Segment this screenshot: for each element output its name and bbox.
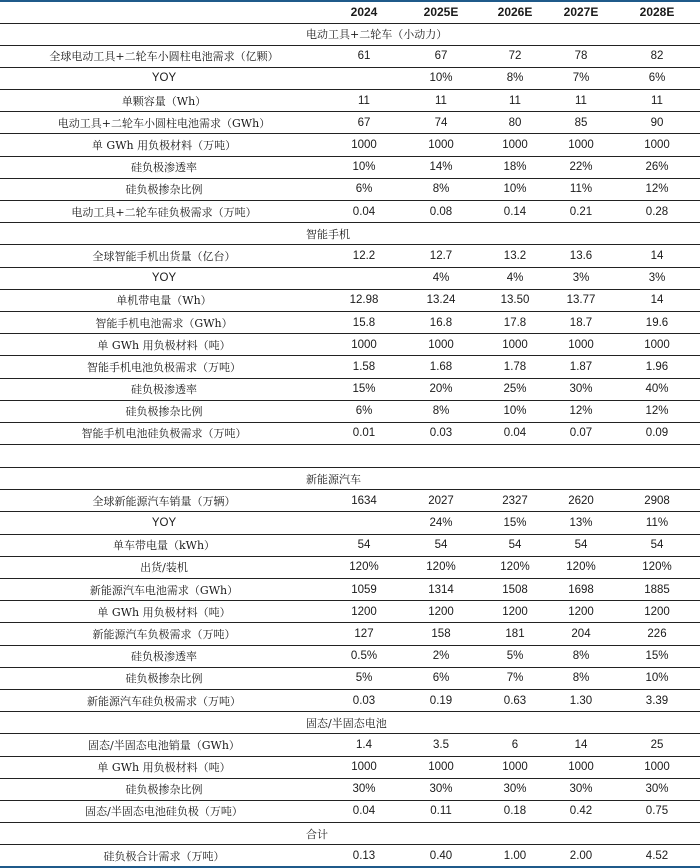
- value-cell: 30%: [352, 783, 376, 796]
- value-cell: 0.03: [429, 427, 453, 440]
- value-cell: 127: [354, 627, 374, 640]
- value-cell: 1000: [644, 338, 670, 351]
- value-cell: 0.07: [569, 427, 593, 440]
- value-cell: 5%: [355, 672, 373, 685]
- value-cell: 22%: [569, 161, 593, 174]
- spacer-cell: [0, 445, 700, 468]
- value-cell: 16.8: [429, 316, 453, 329]
- value-cell: 1059: [351, 583, 377, 596]
- table-row: [0, 734, 700, 756]
- value-cell: 7%: [572, 72, 590, 85]
- value-cell: 74: [434, 116, 448, 129]
- section-header-row: [0, 223, 700, 245]
- value-cell: 13.77: [566, 294, 596, 307]
- value-cell: 72: [508, 50, 522, 63]
- row-label: 硅负极渗透率: [131, 383, 197, 397]
- value-cell: 0.04: [503, 427, 527, 440]
- row-label: YOY: [151, 72, 177, 85]
- value-cell: 0.28: [645, 205, 669, 218]
- value-cell: 8%: [572, 672, 590, 685]
- row-label: 新能源汽车电池需求（GWh）: [89, 583, 239, 597]
- value-cell: 82: [650, 50, 664, 63]
- value-cell: 67: [434, 50, 448, 63]
- spacer-row: [0, 445, 700, 468]
- value-cell: 8%: [572, 650, 590, 663]
- table-row: [0, 178, 700, 200]
- value-cell: 13.6: [569, 249, 593, 262]
- value-cell: 158: [431, 627, 451, 640]
- value-cell: 14: [650, 249, 664, 262]
- row-label: 全球智能手机出货量（亿台）: [92, 249, 236, 263]
- value-cell: 7%: [506, 672, 524, 685]
- value-cell: 1.58: [352, 360, 376, 373]
- value-cell: 6%: [355, 183, 373, 196]
- table-row: [0, 311, 700, 333]
- row-label: 全球电动工具+二轮车小圆柱电池需求（亿颗）: [49, 50, 279, 64]
- table-row: [0, 778, 700, 800]
- value-cell: 0.04: [352, 205, 376, 218]
- row-label: YOY: [151, 517, 177, 530]
- row-label: 硅负极掺杂比例: [125, 672, 203, 686]
- value-cell: 30%: [569, 783, 593, 796]
- value-cell: 0.09: [645, 427, 669, 440]
- value-cell: 0.08: [429, 205, 453, 218]
- value-cell: 13.2: [503, 249, 527, 262]
- value-cell: 1000: [351, 139, 377, 152]
- value-cell: 13.50: [500, 294, 530, 307]
- value-cell: 85: [574, 116, 588, 129]
- table-row: [0, 601, 700, 623]
- row-label: 硅负极掺杂比例: [125, 783, 203, 797]
- row-label: 单 GWh 用负极材料（吨）: [97, 761, 231, 775]
- value-cell: 3%: [572, 272, 590, 285]
- value-cell: 12%: [645, 183, 669, 196]
- table-row: [0, 579, 700, 601]
- row-label: 智能手机电池需求（GWh）: [95, 316, 233, 330]
- value-cell: 3.5: [433, 738, 449, 751]
- table-row: [0, 400, 700, 422]
- section-title: 合计: [306, 827, 328, 841]
- value-cell: 0.18: [503, 805, 527, 818]
- header-2027e: 2027E: [563, 5, 599, 20]
- value-cell: 1000: [351, 761, 377, 774]
- value-cell: 1000: [644, 761, 670, 774]
- value-cell: 2327: [502, 494, 528, 507]
- value-cell: 226: [647, 627, 667, 640]
- value-cell: 11: [651, 94, 663, 107]
- row-label: 电动工具+二轮车小圆柱电池需求（GWh）: [57, 116, 271, 130]
- value-cell: 10%: [352, 161, 376, 174]
- table-row: [0, 667, 700, 689]
- table-row: [0, 156, 700, 178]
- value-cell: 3.39: [645, 694, 669, 707]
- value-cell: 6%: [648, 72, 666, 85]
- value-cell: 1508: [502, 583, 528, 596]
- value-cell: 1000: [568, 338, 594, 351]
- value-cell: 8%: [432, 405, 450, 418]
- value-cell: 0.5%: [350, 650, 378, 663]
- value-cell: 10%: [429, 72, 453, 85]
- value-cell: 1000: [428, 139, 454, 152]
- value-cell: 1000: [568, 139, 594, 152]
- value-cell: 15%: [352, 383, 376, 396]
- section-title: 固态/半固态电池: [306, 716, 387, 730]
- value-cell: 120%: [500, 561, 530, 574]
- table-row: [0, 490, 700, 512]
- value-cell: 11%: [569, 183, 593, 196]
- row-label: 新能源汽车负极需求（万吨）: [92, 627, 236, 641]
- value-cell: 19.6: [645, 316, 669, 329]
- value-cell: 1885: [644, 583, 670, 596]
- value-cell: 4.52: [645, 849, 669, 862]
- row-label: YOY: [151, 272, 177, 285]
- table-row: [0, 112, 700, 134]
- value-cell: 26%: [645, 161, 669, 174]
- value-cell: 6: [511, 738, 519, 751]
- table-body: [0, 23, 700, 867]
- header-2028e: 2028E: [639, 5, 675, 20]
- value-cell: 80: [508, 116, 522, 129]
- value-cell: 120%: [642, 561, 672, 574]
- row-label: 固态/半固态电池销量（GWh）: [88, 738, 240, 752]
- value-cell: 1.87: [569, 360, 593, 373]
- value-cell: 25%: [503, 383, 527, 396]
- value-cell: 4%: [432, 272, 450, 285]
- value-cell: 11: [358, 94, 370, 107]
- value-cell: 12.2: [352, 249, 376, 262]
- table-row: [0, 90, 700, 112]
- value-cell: 1200: [644, 605, 670, 618]
- value-cell: [328, 512, 400, 534]
- value-cell: 17.8: [503, 316, 527, 329]
- row-label: 出货/装机: [140, 561, 188, 575]
- row-label: 单机带电量（Wh）: [116, 294, 212, 308]
- table-row: [0, 356, 700, 378]
- row-label: 智能手机电池负极需求（万吨）: [87, 360, 241, 374]
- value-cell: 4%: [506, 272, 524, 285]
- value-cell: 0.75: [645, 805, 669, 818]
- row-label: 固态/半固态电池硅负极（万吨）: [85, 805, 243, 819]
- table-row: [0, 267, 700, 289]
- value-cell: 14: [650, 294, 664, 307]
- value-cell: 0.04: [352, 805, 376, 818]
- table-row: [0, 645, 700, 667]
- value-cell: 30%: [503, 783, 527, 796]
- table-row: [0, 67, 700, 89]
- row-label: 硅负极掺杂比例: [125, 183, 203, 197]
- value-cell: 1314: [428, 583, 454, 596]
- value-cell: 2%: [432, 650, 450, 663]
- value-cell: 0.21: [569, 205, 593, 218]
- value-cell: 6%: [355, 405, 373, 418]
- value-cell: 10%: [503, 183, 527, 196]
- value-cell: 18%: [503, 161, 527, 174]
- value-cell: 1200: [568, 605, 594, 618]
- value-cell: 1000: [644, 139, 670, 152]
- value-cell: 54: [650, 539, 664, 552]
- table-row: [0, 689, 700, 711]
- table-row: [0, 289, 700, 311]
- value-cell: 54: [574, 539, 588, 552]
- value-cell: 30%: [645, 783, 669, 796]
- section-header-row: [0, 712, 700, 734]
- value-cell: 0.63: [503, 694, 527, 707]
- value-cell: 61: [357, 50, 371, 63]
- table-row: [0, 245, 700, 267]
- value-cell: 1000: [428, 338, 454, 351]
- value-cell: 10%: [645, 672, 669, 685]
- value-cell: 1000: [428, 761, 454, 774]
- value-cell: 1.00: [503, 849, 527, 862]
- table-row: [0, 378, 700, 400]
- value-cell: 54: [434, 539, 448, 552]
- value-cell: 25: [650, 738, 664, 751]
- row-label: 单 GWh 用负极材料（万吨）: [91, 139, 237, 153]
- value-cell: 5%: [506, 650, 524, 663]
- value-cell: 1634: [351, 494, 377, 507]
- value-cell: 204: [571, 627, 591, 640]
- value-cell: 11%: [645, 517, 669, 530]
- value-cell: 0.19: [429, 694, 453, 707]
- value-cell: 11: [509, 94, 521, 107]
- value-cell: 1000: [351, 338, 377, 351]
- value-cell: 13%: [569, 517, 593, 530]
- row-label: 硅负极渗透率: [131, 650, 197, 664]
- value-cell: 2027: [428, 494, 454, 507]
- value-cell: 10%: [503, 405, 527, 418]
- table-row: [0, 422, 700, 444]
- value-cell: 1.68: [429, 360, 453, 373]
- row-label: 新能源汽车硅负极需求（万吨）: [87, 694, 241, 708]
- value-cell: 30%: [429, 783, 453, 796]
- value-cell: 181: [505, 627, 525, 640]
- value-cell: 67: [357, 116, 371, 129]
- row-label: 单颗容量（Wh）: [121, 94, 207, 108]
- table-row: [0, 623, 700, 645]
- value-cell: 15%: [503, 517, 527, 530]
- table-row: [0, 845, 700, 867]
- value-cell: 0.40: [429, 849, 453, 862]
- table-row: [0, 534, 700, 556]
- value-cell: 6%: [432, 672, 450, 685]
- section-title: 智能手机: [306, 227, 350, 241]
- row-label: 智能手机电池硅负极需求（万吨）: [81, 427, 247, 441]
- value-cell: 0.14: [503, 205, 527, 218]
- table-row: [0, 512, 700, 534]
- value-cell: 2908: [644, 494, 670, 507]
- row-label: 单 GWh 用负极材料（吨）: [97, 338, 231, 352]
- table-row: [0, 45, 700, 67]
- row-label: 单 GWh 用负极材料（吨）: [97, 605, 231, 619]
- value-cell: 120%: [426, 561, 456, 574]
- value-cell: 1.30: [569, 694, 593, 707]
- value-cell: 20%: [429, 383, 453, 396]
- section-header-row: [0, 23, 700, 45]
- value-cell: 1000: [502, 761, 528, 774]
- value-cell: 40%: [645, 383, 669, 396]
- value-cell: 12.7: [429, 249, 453, 262]
- value-cell: [328, 267, 400, 289]
- value-cell: 30%: [569, 383, 593, 396]
- value-cell: 3%: [648, 272, 666, 285]
- value-cell: 11: [575, 94, 587, 107]
- section-header-row: [0, 468, 700, 490]
- value-cell: 24%: [429, 517, 453, 530]
- value-cell: 14%: [429, 161, 453, 174]
- value-cell: 1.78: [503, 360, 527, 373]
- header-label: [0, 1, 328, 23]
- value-cell: 1200: [351, 605, 377, 618]
- value-cell: 12.98: [349, 294, 379, 307]
- value-cell: 8%: [432, 183, 450, 196]
- value-cell: 54: [357, 539, 371, 552]
- table-row: [0, 556, 700, 578]
- table-row: [0, 756, 700, 778]
- value-cell: 2620: [568, 494, 594, 507]
- row-label: 硅负极渗透率: [131, 161, 197, 175]
- table-row: [0, 134, 700, 156]
- value-cell: 78: [574, 50, 588, 63]
- value-cell: 1698: [568, 583, 594, 596]
- header-2026e: 2026E: [497, 5, 533, 20]
- value-cell: 1200: [428, 605, 454, 618]
- value-cell: 15%: [645, 650, 669, 663]
- section-header-row: [0, 823, 700, 845]
- value-cell: 0.13: [352, 849, 376, 862]
- value-cell: 0.42: [569, 805, 593, 818]
- value-cell: 120%: [566, 561, 596, 574]
- section-title: 新能源汽车: [306, 472, 361, 486]
- value-cell: 54: [508, 539, 522, 552]
- value-cell: 1.4: [356, 738, 372, 751]
- value-cell: 1000: [502, 338, 528, 351]
- value-cell: 0.01: [352, 427, 376, 440]
- value-cell: 2.00: [569, 849, 593, 862]
- value-cell: 120%: [349, 561, 379, 574]
- row-label: 全球新能源汽车销量（万辆）: [92, 494, 236, 508]
- value-cell: 0.03: [352, 694, 376, 707]
- value-cell: 12%: [645, 405, 669, 418]
- value-cell: 90: [650, 116, 664, 129]
- value-cell: 14: [574, 738, 588, 751]
- table-row: [0, 201, 700, 223]
- value-cell: 12%: [569, 405, 593, 418]
- row-label: 硅负极合计需求（万吨）: [103, 849, 225, 863]
- header-2025e: 2025E: [423, 5, 459, 20]
- section-title: 电动工具+二轮车（小动力）: [306, 28, 448, 42]
- row-label: 硅负极掺杂比例: [125, 405, 203, 419]
- value-cell: 18.7: [569, 316, 593, 329]
- value-cell: 1200: [502, 605, 528, 618]
- table-row: [0, 334, 700, 356]
- value-cell: 0.11: [430, 805, 452, 818]
- value-cell: [328, 67, 400, 89]
- value-cell: 8%: [506, 72, 524, 85]
- value-cell: 1000: [568, 761, 594, 774]
- header-2024: 2024: [350, 5, 378, 20]
- value-cell: 13.24: [426, 294, 456, 307]
- value-cell: 1.96: [645, 360, 669, 373]
- value-cell: 15.8: [352, 316, 376, 329]
- value-cell: 11: [435, 94, 447, 107]
- table-row: [0, 800, 700, 822]
- row-label: 单车带电量（kWh）: [112, 539, 216, 553]
- header-row: [0, 1, 700, 23]
- row-label: 电动工具+二轮车硅负极需求（万吨）: [71, 205, 257, 219]
- value-cell: 1000: [502, 139, 528, 152]
